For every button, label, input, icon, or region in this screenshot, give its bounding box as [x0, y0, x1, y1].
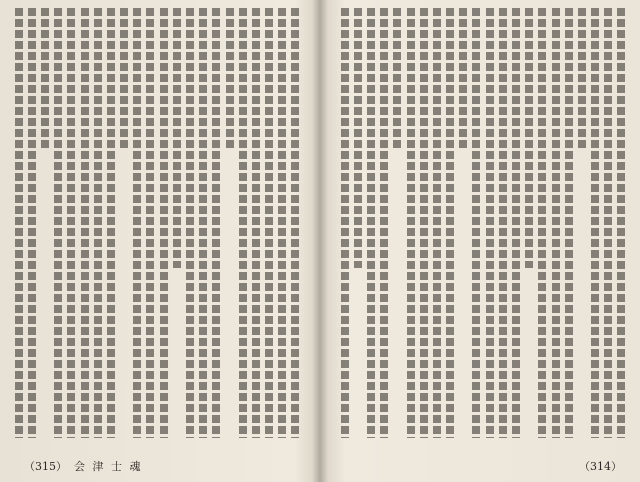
text-column	[354, 8, 362, 268]
text-column	[499, 8, 507, 438]
text-column	[291, 8, 299, 438]
text-column	[81, 8, 89, 438]
text-column	[173, 8, 181, 268]
text-column	[54, 8, 62, 438]
text-column	[160, 8, 168, 438]
text-column	[265, 8, 273, 438]
text-column	[278, 8, 286, 438]
text-column	[565, 8, 573, 438]
right-page-text-area	[338, 8, 628, 448]
text-column	[578, 8, 586, 148]
text-column	[146, 8, 154, 438]
text-column	[552, 8, 560, 438]
text-column	[199, 8, 207, 438]
right-page-number: （314）	[579, 460, 622, 473]
text-column	[41, 8, 49, 148]
left-running-head: 会 津 士 魂	[74, 460, 143, 473]
text-column	[512, 8, 520, 438]
text-column	[420, 8, 428, 438]
text-column	[252, 8, 260, 438]
text-column	[226, 8, 234, 148]
text-column	[459, 8, 467, 148]
text-column	[433, 8, 441, 438]
left-page-text-area	[12, 8, 302, 448]
text-column	[446, 8, 454, 438]
text-column	[67, 8, 75, 438]
text-column	[94, 8, 102, 438]
text-column	[617, 8, 625, 438]
text-column	[591, 8, 599, 438]
text-column	[28, 8, 36, 438]
text-column	[538, 8, 546, 438]
text-column	[120, 8, 128, 148]
text-column	[472, 8, 480, 438]
text-column	[239, 8, 247, 438]
text-column	[407, 8, 415, 438]
text-column	[486, 8, 494, 438]
text-column	[367, 8, 375, 438]
text-column	[186, 8, 194, 438]
text-column	[393, 8, 401, 148]
text-column	[133, 8, 141, 438]
text-column	[15, 8, 23, 438]
left-page-number: （315）	[24, 460, 67, 473]
text-column	[341, 8, 349, 438]
text-column	[525, 8, 533, 268]
right-page	[320, 0, 640, 482]
text-column	[604, 8, 612, 438]
text-column	[212, 8, 220, 438]
text-column	[107, 8, 115, 438]
text-column	[380, 8, 388, 438]
